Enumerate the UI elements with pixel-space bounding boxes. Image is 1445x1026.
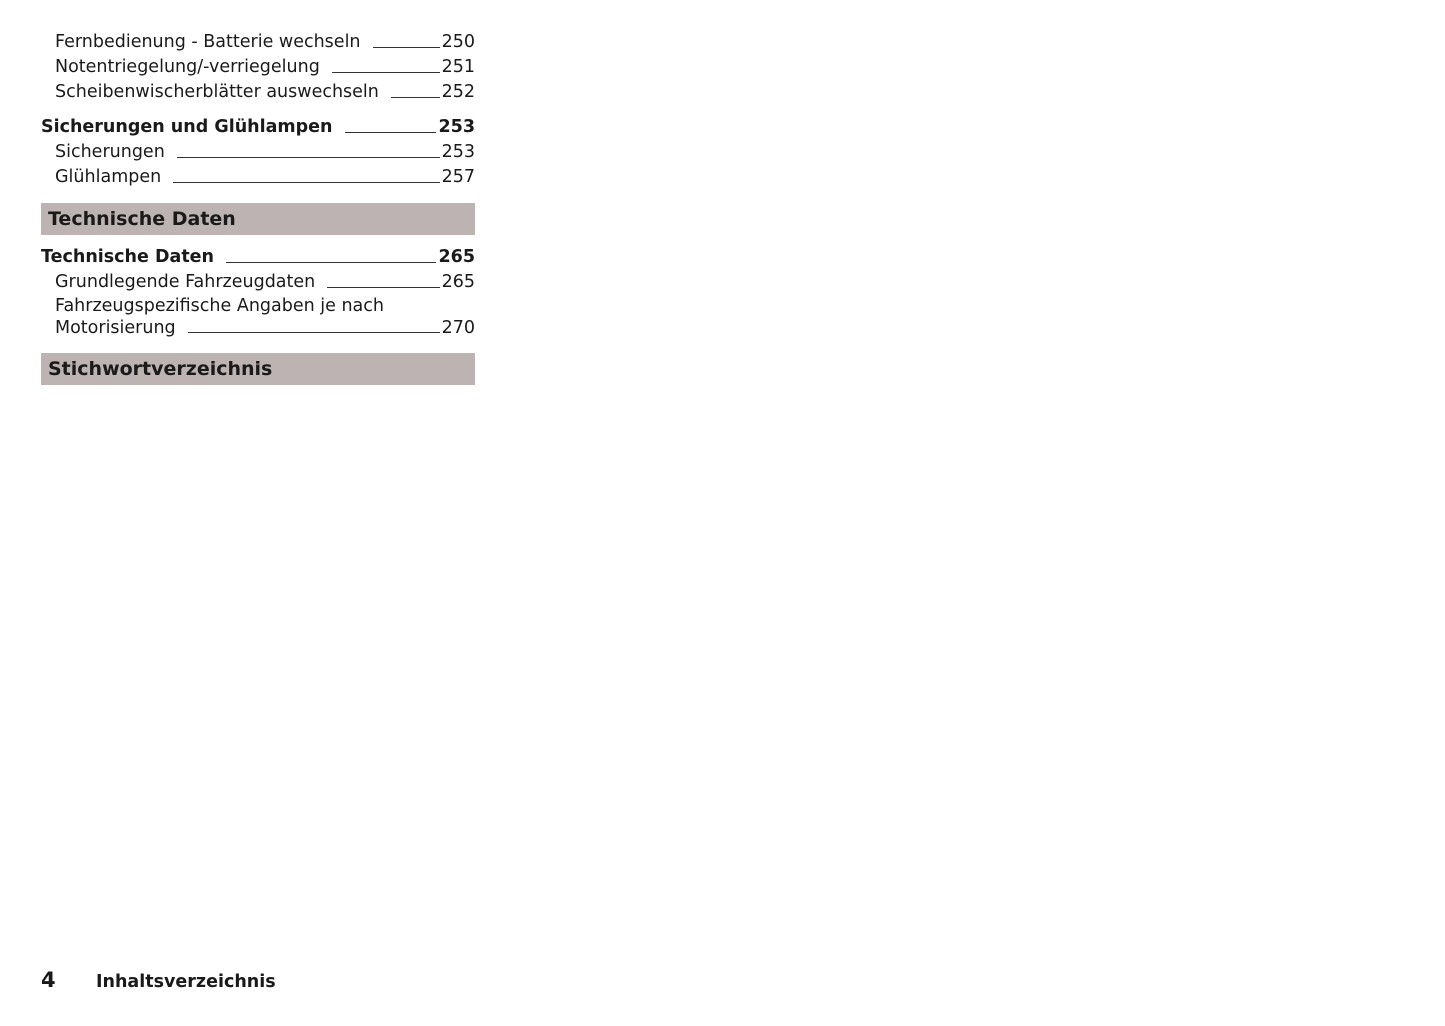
leader-line [188, 332, 440, 333]
toc-chapter-sicherungen-gluehlampen[interactable] [41, 115, 475, 140]
toc-entry-label: Glühlampen [55, 167, 162, 187]
toc-entry-page: 265 [441, 272, 475, 292]
toc-entry-fernbedienung[interactable] [41, 30, 475, 55]
section-header-stichwortverzeichnis[interactable]: Stichwortverzeichnis [41, 353, 475, 385]
toc-entry-label-line2: Motorisierung [55, 318, 176, 338]
page-footer [41, 968, 276, 992]
toc-entry-label: Notentriegelung/-verriegelung [55, 57, 320, 77]
footer-title: Inhaltsverzeichnis [96, 972, 276, 992]
toc-entry-label: Sicherungen [55, 142, 165, 162]
leader-line [391, 97, 440, 98]
leader-line [332, 72, 440, 73]
toc-entry-page: 252 [441, 82, 475, 102]
toc-entry-label: Scheibenwischerblätter auswechseln [55, 82, 379, 102]
toc-entry-gluehlampen[interactable] [41, 165, 475, 190]
toc-chapter-technische-daten[interactable] [41, 245, 475, 270]
toc-entry-page: 250 [441, 32, 475, 52]
table-of-contents [41, 30, 475, 385]
toc-entry-page: 253 [438, 117, 475, 137]
leader-line [177, 157, 440, 158]
toc-entry-label: Grundlegende Fahrzeugdaten [55, 272, 316, 292]
toc-entry-page: 265 [438, 247, 475, 267]
toc-entry-label: Sicherungen und Glühlampen [41, 117, 333, 137]
page-number: 4 [41, 968, 56, 992]
leader-line [345, 132, 437, 133]
toc-entry-label: Technische Daten [41, 247, 215, 267]
toc-entry-grundlegende-fahrzeugdaten[interactable] [41, 270, 475, 295]
leader-line [373, 47, 440, 48]
toc-entry-notentriegelung[interactable] [41, 55, 475, 80]
toc-entry-sicherungen[interactable] [41, 140, 475, 165]
leader-line [173, 182, 439, 183]
toc-entry-fahrzeugspezifische-angaben[interactable] [41, 295, 475, 340]
toc-entry-page: 251 [441, 57, 475, 77]
leader-line [226, 262, 436, 263]
toc-entry-label: Fernbedienung - Batterie wechseln [55, 32, 361, 52]
toc-entry-label-line1: Fahrzeugspezifische Angaben je nach [55, 296, 384, 316]
toc-entry-page: 270 [441, 318, 475, 338]
leader-line [327, 287, 439, 288]
section-header-technische-daten: Technische Daten [41, 203, 475, 235]
toc-entry-page: 253 [441, 142, 475, 162]
toc-entry-scheibenwischer[interactable] [41, 80, 475, 105]
toc-entry-page: 257 [441, 167, 475, 187]
